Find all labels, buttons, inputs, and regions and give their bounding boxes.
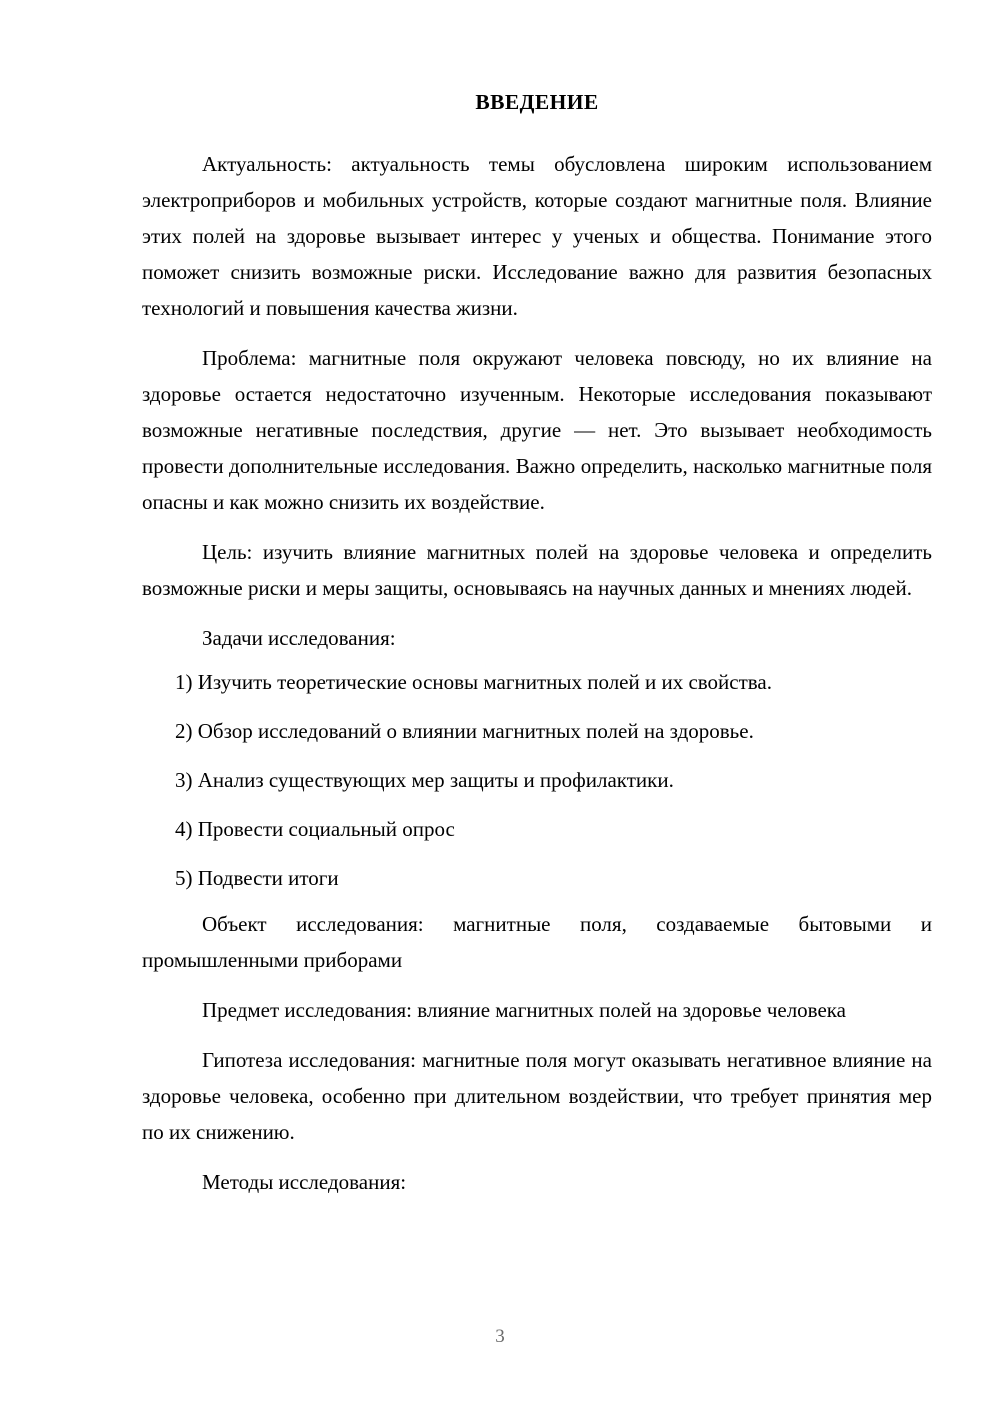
list-item: 5) Подвести итоги	[175, 866, 339, 890]
page-title: ВВЕДЕНИЕ	[475, 90, 599, 114]
document-body	[142, 88, 932, 1206]
paragraph-hypothesis: Гипотеза исследования: магнитные поля могут оказывать негативное влияние на здоровье человека, особенно при длительном воздействии, что требует принятия мер по их снижению.	[142, 1048, 932, 1144]
paragraph-goal: Цель: изучить влияние магнитных полей на здоровье человека и определить возможные риски и меры защиты, основываясь на научных данных и мнениях людей.	[142, 540, 932, 600]
list-item: 2) Обзор исследований о влиянии магнитных полей на здоровье.	[175, 719, 754, 743]
paragraph-object: Объект исследования: магнитные поля, создаваемые бытовыми и промышленными приборами	[142, 912, 932, 972]
list-item: 4) Провести социальный опрос	[175, 817, 455, 841]
list-item: 1) Изучить теоретические основы магнитных полей и их свойства.	[175, 670, 772, 694]
tasks-heading: Задачи исследования:	[202, 626, 396, 650]
paragraph-relevance: Актуальность: актуальность темы обусловлена широким использованием электроприборов и мобильных устройств, которые создают магнитные поля. Влияние этих полей на здоровье вызывает интерес у ученых и общества. Понимание этого поможет снизить возможные риски. Исследование важно для развития безопасных технологий и повышения качества жизни.	[142, 152, 932, 320]
list-item: 3) Анализ существующих мер защиты и профилактики.	[175, 768, 674, 792]
paragraph-problem: Проблема: магнитные поля окружают человека повсюду, но их влияние на здоровье остается недостаточно изученным. Некоторые исследования показывают возможные негативные последствия, другие — нет. Это вызывает необходимость провести дополнительные исследования. Важно определить, насколько магнитные поля опасны и как можно снизить их воздействие.	[142, 346, 932, 514]
page-number: 3	[495, 1326, 505, 1347]
paragraph-subject: Предмет исследования: влияние магнитных полей на здоровье человека	[202, 998, 846, 1022]
tasks-list	[142, 664, 932, 896]
methods-heading: Методы исследования:	[202, 1170, 407, 1194]
